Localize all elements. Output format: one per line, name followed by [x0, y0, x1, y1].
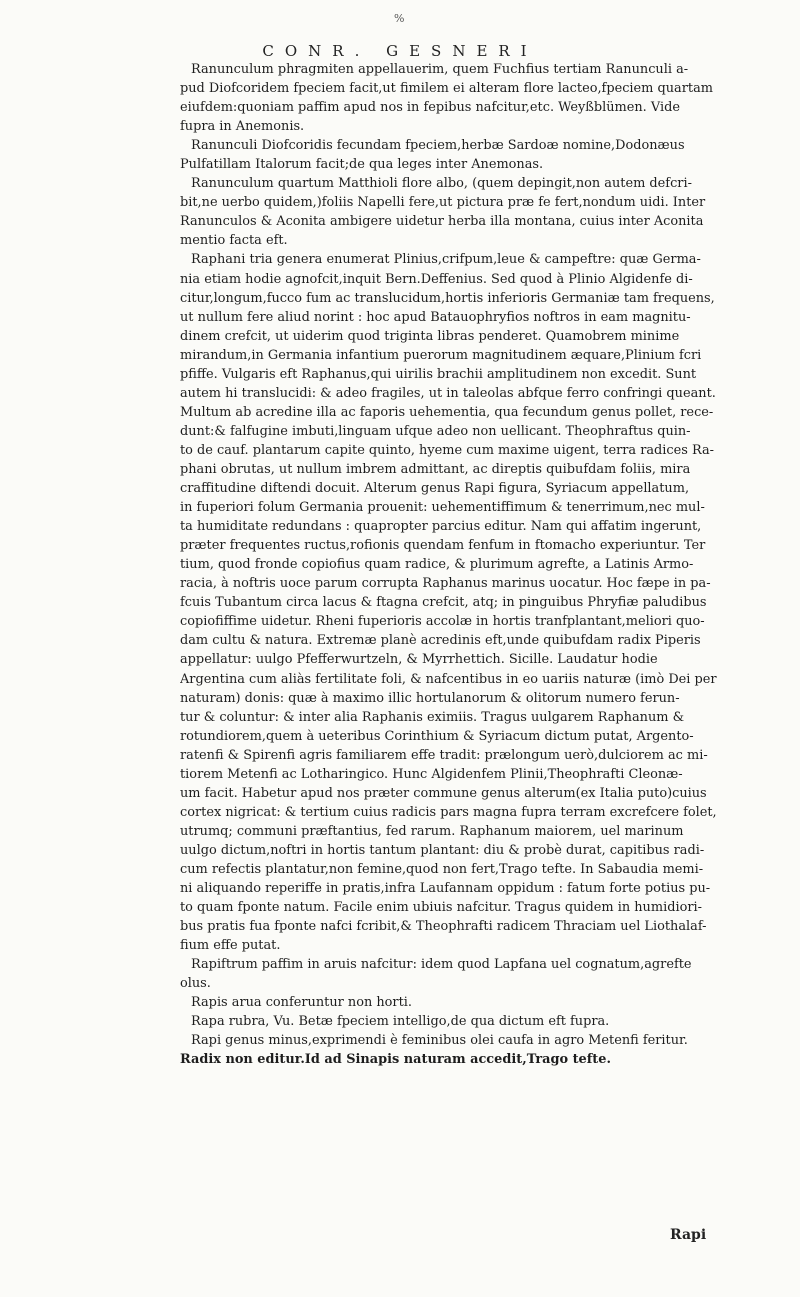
text-line: Pulfatillam Italorum facit;de qua leges inter Anemonas.: [180, 157, 544, 173]
text-line: to de cauf. plantarum capite quinto, hyeme cum maxime uigent, terra radices Ra-: [180, 442, 715, 458]
text-line: Rapa rubra, Vu. Betæ fpeciem intelligo,de qua dictum eft fupra.: [191, 1014, 610, 1030]
text-line: in fuperiori folum Germania prouenit: uehementiffimum & tenerrimum,nec mul-: [180, 500, 705, 516]
text-line: cortex nigricat: & tertium cuius radicis pars magna fupra terram excrefcere folet,: [180, 804, 717, 820]
text-line: Rapis arua conferuntur non horti.: [191, 995, 412, 1011]
text-line: citur,longum,fucco fum ac translucidum,hortis inferioris Germaniæ tam frequens,: [180, 290, 715, 306]
text-line: pud Diofcoridem fpeciem facit,ut fimilem ei alteram flore lacteo,fpeciem quartam: [180, 81, 713, 97]
text-line: tium, quod fronde copiofius quam radice, & plurimum agrefte, a Latinis Armo-: [180, 557, 694, 573]
text-line: cum refectis plantatur,non femine,quod non fert,Trago tefte. In Sabaudia memi-: [180, 861, 704, 877]
text-line: um facit. Habetur apud nos præter commune genus alterum(ex Italia puto)cuius: [180, 785, 707, 801]
text-line: fcuis Tubantum circa lacus & ftagna crefcit, atq; in pinguibus Phryfiæ paludibus: [180, 595, 707, 611]
text-line: Raphani tria genera enumerat Plinius,crifpum,leue & campeftre: quæ Germa-: [191, 252, 701, 268]
text-line: uulgo dictum,noftri in hortis tantum plantant: diu & probè durat, capitibus radi-: [180, 842, 705, 858]
text-line: tiorem Metenfi ac Lotharingico. Hunc Algidenfem Plinii,Theophrafti Cleonæ-: [180, 766, 683, 782]
text-line: olus.: [180, 976, 211, 992]
text-line: autem hi translucidi: & adeo fragiles, ut in taleolas abfque ferro confringi queant.: [180, 385, 716, 401]
text-line: copiofiffime uidetur. Rheni fuperioris accolæ in hortis tranfplantant,meliori quo-: [180, 614, 705, 630]
printer-mark: %: [394, 12, 405, 25]
text-line: craffitudine diftendi docuit. Alterum genus Rapi figura, Syriacum appellatum,: [180, 481, 690, 497]
text-line: mirandum,in Germania infantium puerorum magnitudinem æquare,Plinium fcri: [180, 347, 702, 363]
text-line: mentio facta eft.: [180, 233, 288, 249]
text-line: Ranunculum quartum Matthioli flore albo, (quem depingit,non autem defcri-: [191, 176, 692, 192]
text-line: naturam) donis: quæ à maximo illic hortulanorum & olitorum numero ferun-: [180, 690, 680, 706]
text-line: Multum ab acredine illa ac faporis uehementia, qua fecundum genus pollet, rece-: [180, 404, 714, 420]
text-line: ta humiditate redundans : quapropter parcius editur. Nam qui affatim ingerunt,: [180, 519, 702, 535]
text-line: tur & coluntur: & inter alia Raphanis eximiis. Tragus uulgarem Raphanum &: [180, 709, 685, 725]
text-line: pfiffe. Vulgaris eft Raphanus,qui uirilis brachii amplitudinem non excedit. Sunt: [180, 366, 697, 382]
text-line: fium effe putat.: [180, 938, 281, 954]
text-line: Radix non editur.Id ad Sinapis naturam accedit,Trago tefte.: [180, 1052, 611, 1068]
text-line: fupra in Anemonis.: [180, 119, 305, 135]
text-line: racia, à noftris uoce parum corrupta Raphanus marinus uocatur. Hoc fæpe in pa-: [180, 576, 711, 592]
text-line: ratenfi & Spirenfi agris familiarem effe tradit: prælongum uerò,dulciorem ac mi-: [180, 747, 708, 763]
text-line: bit,ne uerbo quidem,)foliis Napelli fere,ut pictura præ fe fert,nondum uidi. Inter: [180, 195, 706, 211]
text-line: Rapiftrum paffim in aruis nafcitur: idem quod Lapfana uel cognatum,agrefte: [191, 957, 692, 973]
text-line: præter frequentes ructus,rofionis quendam fenfum in ftomacho experiuntur. Ter: [180, 538, 706, 554]
running-header: CONR. GESNERI: [262, 42, 538, 60]
text-line: dunt:& falfugine imbuti,linguam ufque adeo non uellicant. Theophraftus quin-: [180, 423, 691, 439]
text-line: bus pratis fua fponte nafci fcribit,& Theophrafti radicem Thraciam uel Liothalaf-: [180, 919, 707, 935]
text-line: dinem crefcit, ut uiderim quod triginta libras penderet. Quamobrem minime: [180, 328, 680, 344]
text-line: to quam fponte natum. Facile enim ubiuis nafcitur. Tragus quidem in humidiori-: [180, 900, 702, 916]
text-line: utrumq; communi præftantius, fed rarum. Raphanum maiorem, uel marinum: [180, 823, 684, 839]
text-line: ni aliquando reperiffe in pratis,infra Laufannam oppidum : fatum forte potius pu-: [180, 881, 711, 897]
text-line: ut nullum fere aliud norint : hoc apud Batauophryfios noftros in eam magnitu-: [180, 309, 691, 325]
body-text: [180, 60, 728, 1069]
text-line: appellatur: uulgo Pfefferwurtzeln, & Myrrhettich. Sicille. Laudatur hodie: [180, 652, 658, 668]
text-line: nia etiam hodie agnofcit,inquit Bern.Deffenius. Sed quod à Plinio Algidenfe di-: [180, 271, 693, 287]
text-line: Rapi genus minus,exprimendi è feminibus olei caufa in agro Metenfi feritur.: [191, 1033, 688, 1049]
text-line: Ranunculi Diofcoridis fecundam fpeciem,herbæ Sardoæ nomine,Dodonæus: [191, 138, 685, 154]
text-line: rotundiorem,quem à ueteribus Corinthium & Syriacum dictum putat, Argento-: [180, 728, 694, 744]
text-line: Ranunculos & Aconita ambigere uidetur herba illa montana, cuius inter Aconita: [180, 214, 704, 230]
text-line: Ranunculum phragmiten appellauerim, quem Fuchfius tertiam Ranunculi a-: [191, 62, 689, 77]
text-line: dam cultu & natura. Extremæ planè acredinis eft,unde quibufdam radix Piperis: [180, 633, 701, 649]
text-line: Argentina cum aliàs fertilitate foli, & nafcentibus in eo uariis naturæ (imò Dei per: [180, 671, 717, 687]
text-line: phani obrutas, ut nullum imbrem admittant, ac direptis quibufdam foliis, mira: [180, 461, 691, 477]
text-line: eiufdem:quoniam paffim apud nos in fepibus nafcitur,etc. Weyßblümen. Vide: [180, 100, 680, 116]
catchword: Rapi: [670, 1227, 707, 1243]
